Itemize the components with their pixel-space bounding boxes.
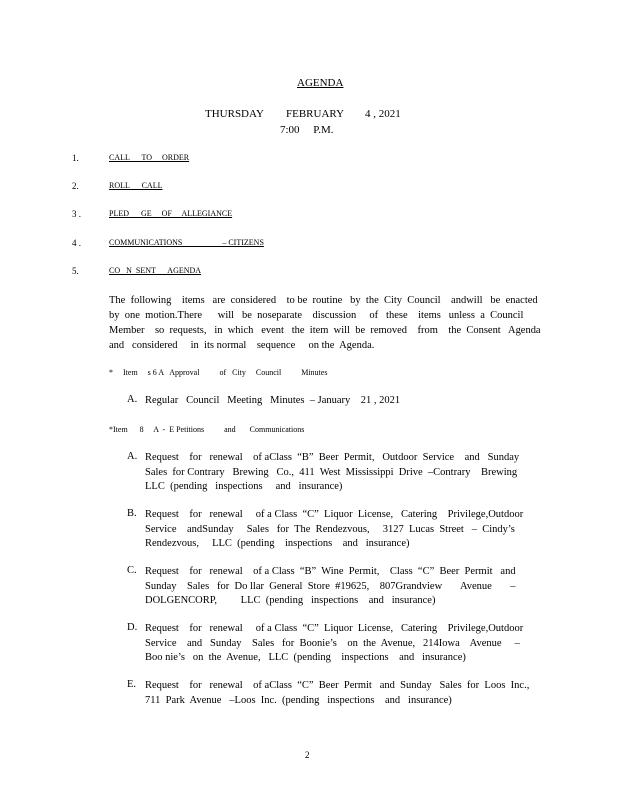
consent-line: Member so requests, in which event the item will be removed from the Consent Agenda	[109, 325, 541, 336]
consent-line: by one motion.There will be noseparate discussion of these items unless a Council	[109, 310, 524, 321]
page-number: 2	[305, 750, 310, 760]
petition-line: Sales for Contrary Brewing Co., 411 West Mississippi Drive –Contrary Brewing	[145, 466, 518, 478]
section-heading-pledge: PLED GE OF ALLEGIANCE	[109, 209, 233, 218]
meeting-date: 4 , 2021	[365, 108, 401, 120]
meeting-month: FEBRUARY	[286, 108, 345, 120]
section-number: 5.	[72, 266, 79, 276]
petition-line: Request for renewal of a Class “C” Liquor License, Catering Privilege,Outdoor	[145, 623, 524, 634]
agenda-title: AGENDA	[297, 77, 344, 89]
minutes-item-text: Regular Council Meeting Minutes – January 21 , 2021	[145, 395, 401, 406]
item-letter: D.	[127, 622, 138, 633]
petition-line: DOLGENCORP, LLC (pending inspections and insurance)	[145, 595, 436, 606]
item-letter: C.	[127, 565, 137, 576]
petition-line: Sunday Sales for Do llar General Store #19625, 807Grandview Avenue –	[145, 580, 516, 592]
petition-line: Request for renewal of a Class “C” Liquor License, Catering Privilege,Outdoor	[145, 509, 524, 520]
item-letter: B.	[127, 508, 137, 519]
item-letter: A.	[127, 451, 138, 462]
section-number: 3 .	[72, 209, 81, 219]
petition-line: Request for renewal of a Class “B” Wine Permit, Class “C” Beer Permit and	[145, 566, 516, 577]
meeting-time: 7:00 P.M.	[280, 124, 334, 136]
consent-line: and considered in its normal sequence on the Agenda.	[109, 340, 375, 351]
minutes-heading: * Item s 6 A Approval of City Council Minutes	[109, 368, 328, 377]
item-letter: E.	[127, 679, 137, 690]
section-number: 1.	[72, 153, 79, 163]
section-heading-communications: COMMUNICATIONS – CITIZENS	[109, 238, 264, 247]
meeting-day: THURSDAY	[205, 108, 264, 120]
section-heading-consent-agenda: CO N SENT AGENDA	[109, 266, 202, 275]
petitions-heading: *Item 8 A - E Petitions and Communications	[109, 425, 305, 434]
petition-line: LLC (pending inspections and insurance)	[145, 481, 343, 492]
section-number: 2.	[72, 181, 79, 191]
petition-line: Request for renewal of aClass “B” Beer Permit, Outdoor Service and Sunday	[145, 452, 520, 463]
petition-line: Service and Sunday Sales for Boonie’s on the Avenue, 214Iowa Avenue –	[145, 637, 520, 649]
petition-line: Rendezvous, LLC (pending inspections and insurance)	[145, 538, 410, 549]
consent-line: The following items are considered to be routine by the City Council andwill be enacted	[109, 295, 538, 306]
petition-line: Boo nie’s on the Avenue, LLC (pending inspections and insurance)	[145, 652, 466, 663]
petition-line: Request for renewal of aClass “C” Beer Permit and Sunday Sales for Loos Inc.,	[145, 680, 530, 691]
petition-line: Service andSunday Sales for The Rendezvous, 3127 Lucas Street – Cindy’s	[145, 523, 515, 535]
petition-line: 711 Park Avenue –Loos Inc. (pending inspections and insurance)	[145, 694, 452, 706]
section-heading-call-to-order: CALL TO ORDER	[109, 153, 190, 162]
item-letter: A.	[127, 394, 138, 405]
section-number: 4 .	[72, 238, 81, 248]
section-heading-roll-call: ROLL CALL	[109, 181, 163, 190]
